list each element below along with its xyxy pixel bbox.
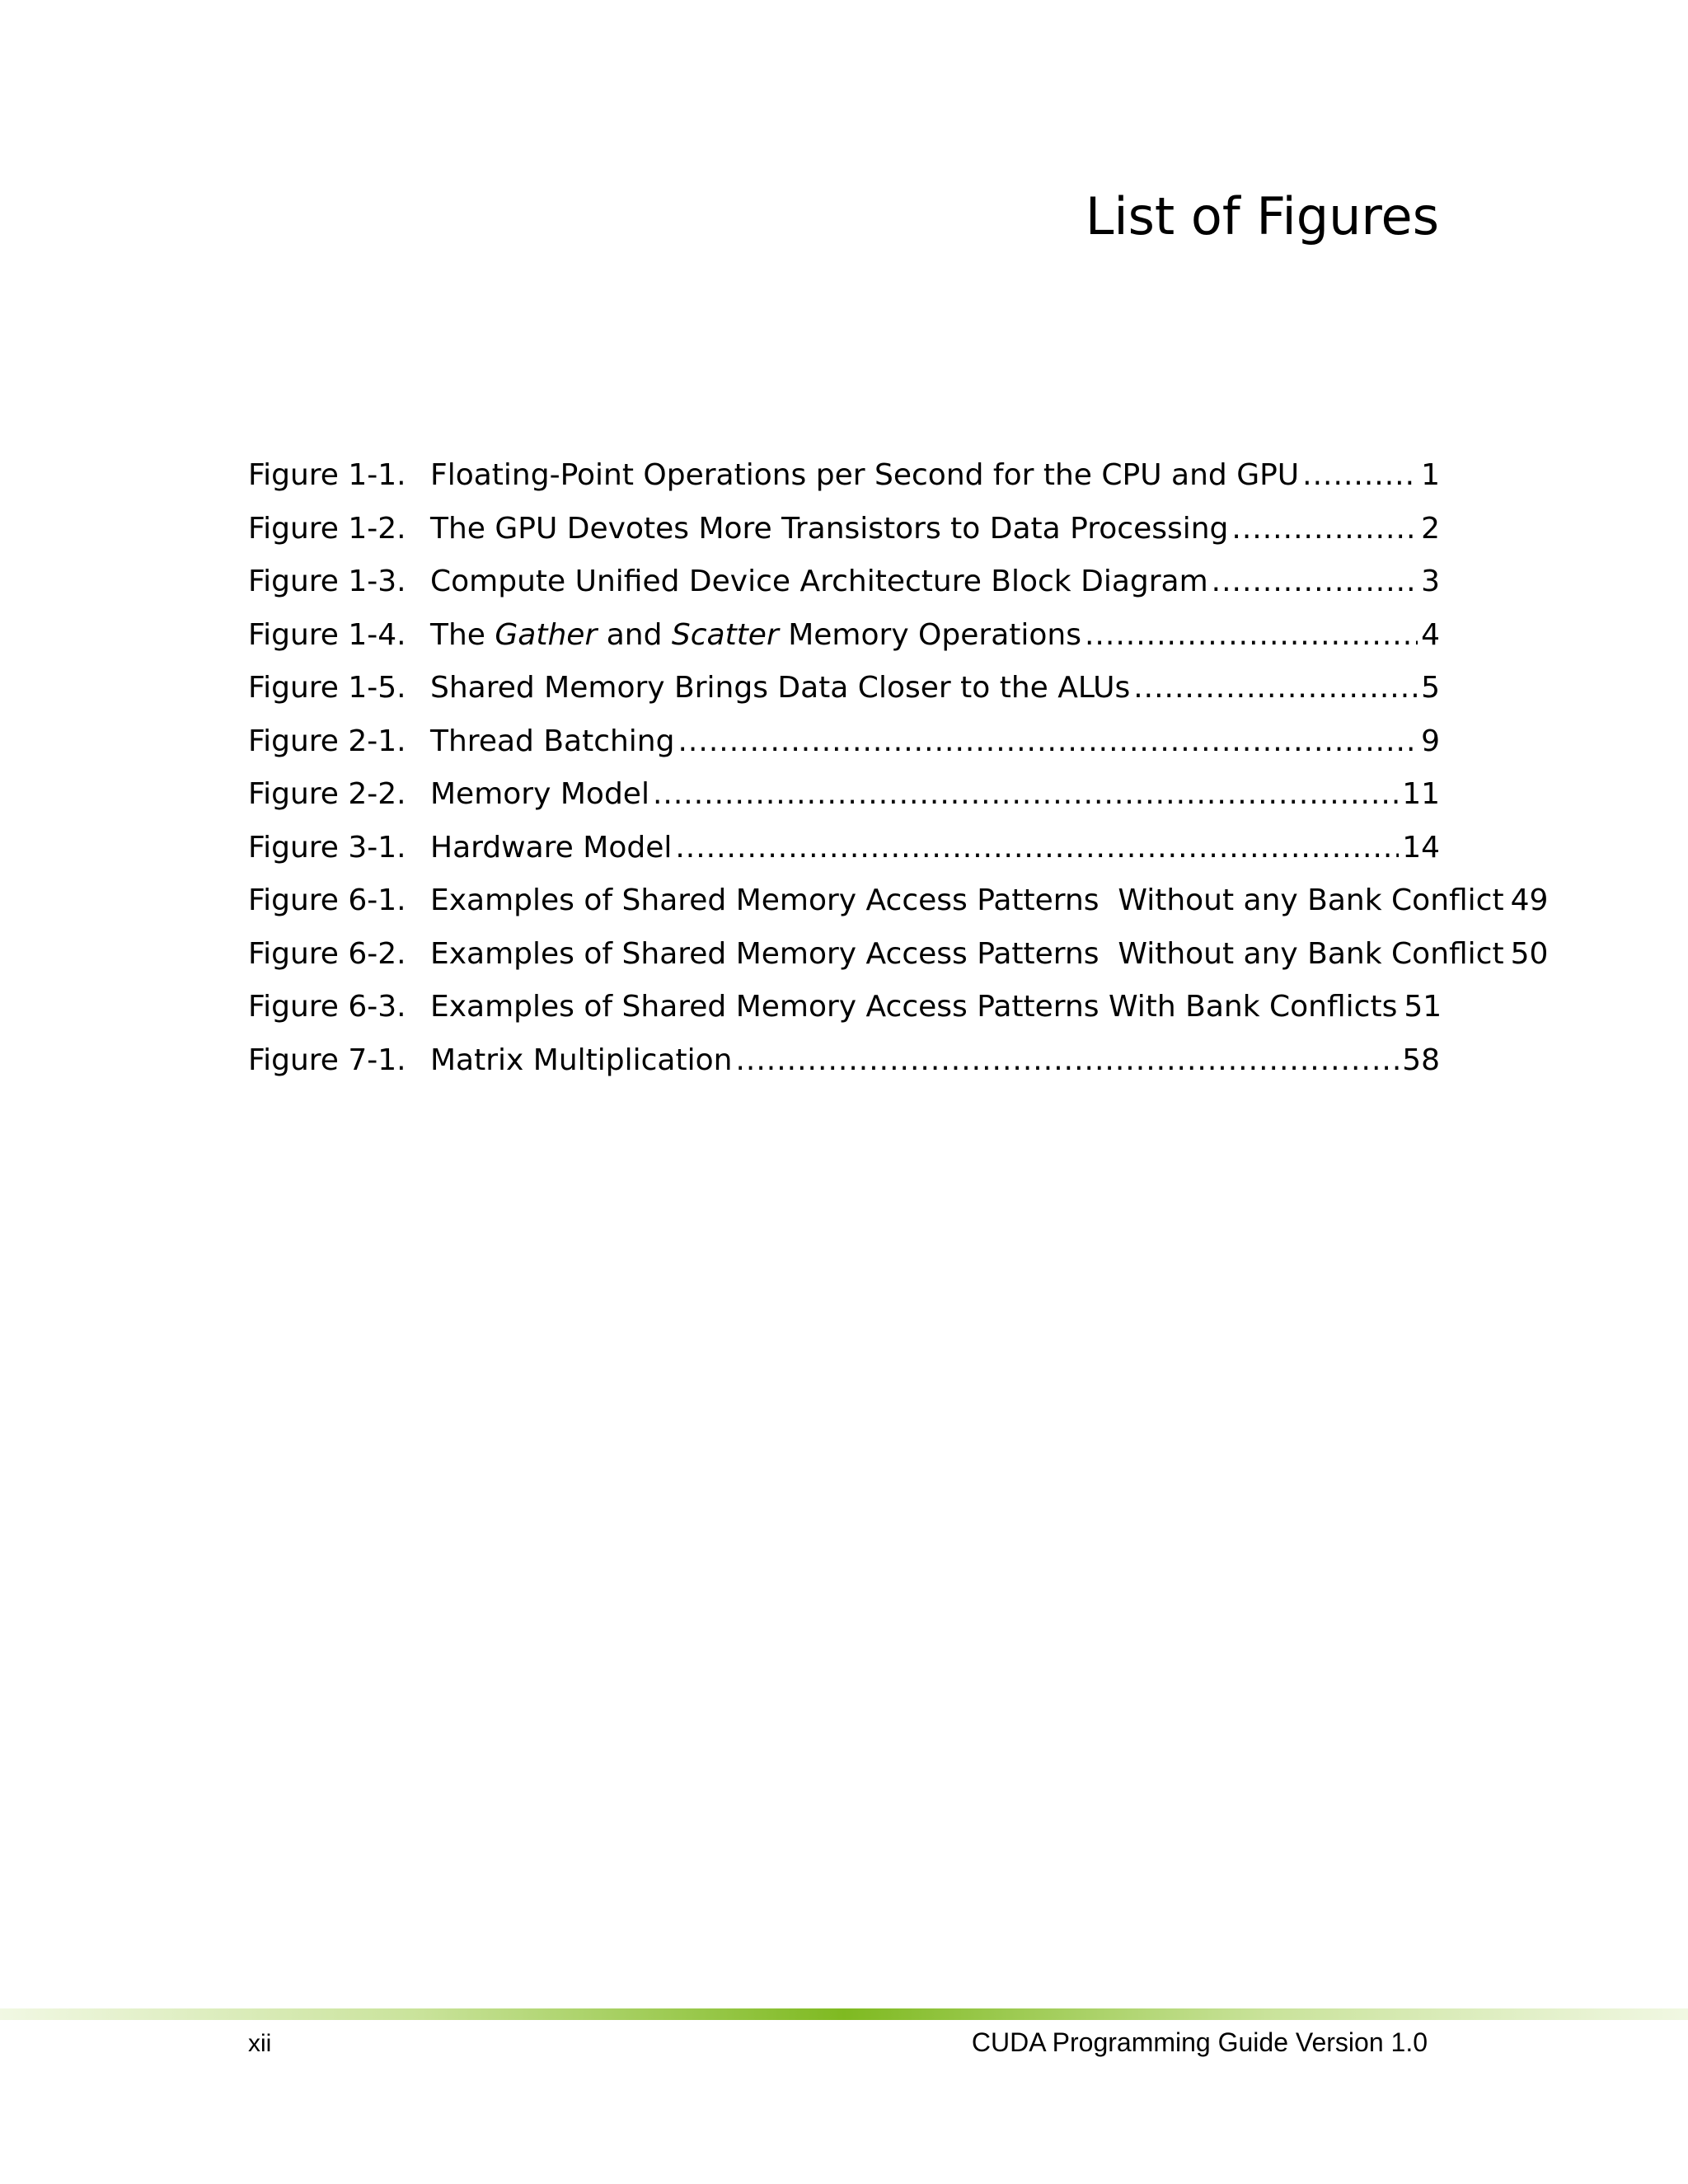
title-text: The bbox=[430, 617, 495, 652]
figure-number: Figure 1-1. bbox=[248, 458, 406, 492]
figure-entry-6-2[interactable] bbox=[248, 936, 1549, 990]
figure-list bbox=[248, 457, 1549, 1095]
figure-entry-1-4[interactable] bbox=[248, 617, 1440, 671]
figure-title: Compute Unified Device Architecture Block Diagram bbox=[430, 565, 1208, 598]
title-emphasis-scatter: Scatter bbox=[671, 617, 779, 652]
figure-page-number: 11 bbox=[1402, 777, 1440, 811]
figure-page-number: 1 bbox=[1421, 458, 1440, 492]
figure-number: Figure 6-2. bbox=[248, 936, 406, 971]
figure-number: Figure 2-1. bbox=[248, 724, 406, 758]
dot-leader bbox=[1133, 670, 1418, 705]
figure-title: The GPU Devotes More Transistors to Data Processing bbox=[430, 511, 1229, 546]
page-title: List of Figures bbox=[1085, 186, 1439, 246]
title-text: Memory Operations bbox=[778, 617, 1081, 652]
figure-number: Figure 1-2. bbox=[248, 511, 406, 546]
title-emphasis-gather: Gather bbox=[495, 617, 598, 652]
figure-title: Thread Batching bbox=[430, 724, 675, 758]
figure-page-number: 51 bbox=[1404, 990, 1442, 1024]
figure-title: Examples of Shared Memory Access Patterns Without any Bank Conflict bbox=[430, 936, 1504, 971]
figure-title bbox=[430, 617, 1081, 653]
figure-number: Figure 6-3. bbox=[248, 990, 406, 1024]
figure-page-number: 4 bbox=[1421, 617, 1440, 652]
figure-entry-2-1[interactable] bbox=[248, 724, 1440, 777]
footer-page-number: xii bbox=[248, 2030, 272, 2057]
figure-page-number: 3 bbox=[1421, 565, 1440, 598]
figure-title: Examples of Shared Memory Access Patterns Without any Bank Conflict bbox=[430, 883, 1504, 917]
figure-title: Examples of Shared Memory Access Patterns With Bank Conflicts bbox=[430, 990, 1398, 1024]
figure-page-number: 49 bbox=[1510, 883, 1549, 917]
figure-title: Hardware Model bbox=[430, 830, 673, 865]
figure-number: Figure 1-3. bbox=[248, 565, 406, 598]
dot-leader bbox=[1212, 564, 1418, 599]
dot-leader bbox=[1231, 511, 1418, 546]
figure-entry-3-1[interactable] bbox=[248, 830, 1440, 883]
figure-number: Figure 2-2. bbox=[248, 777, 406, 811]
figure-number: Figure 6-1. bbox=[248, 883, 406, 917]
figure-number: Figure 3-1. bbox=[248, 830, 406, 865]
figure-page-number: 50 bbox=[1510, 936, 1549, 971]
figure-page-number: 14 bbox=[1402, 830, 1440, 865]
figure-entry-1-5[interactable] bbox=[248, 670, 1440, 724]
figure-entry-6-3[interactable] bbox=[248, 989, 1440, 1043]
figure-number: Figure 1-4. bbox=[248, 617, 406, 652]
figure-page-number: 9 bbox=[1421, 724, 1440, 758]
figure-page-number: 2 bbox=[1421, 511, 1440, 546]
figure-title: Shared Memory Brings Data Closer to the ALUs bbox=[430, 671, 1131, 705]
dot-leader bbox=[678, 724, 1418, 759]
title-text: and bbox=[597, 617, 672, 652]
figure-entry-1-1[interactable] bbox=[248, 457, 1440, 511]
figure-title: Matrix Multiplication bbox=[430, 1043, 733, 1077]
dot-leader bbox=[1302, 457, 1418, 493]
figure-entry-7-1[interactable] bbox=[248, 1043, 1440, 1096]
footer-accent-bar bbox=[0, 2008, 1688, 2020]
footer-document-title: CUDA Programming Guide Version 1.0 bbox=[971, 2027, 1428, 2057]
dot-leader bbox=[675, 830, 1399, 865]
figure-number: Figure 1-5. bbox=[248, 671, 406, 705]
figure-entry-6-1[interactable] bbox=[248, 883, 1549, 936]
figure-title: Floating-Point Operations per Second for the CPU and GPU bbox=[430, 458, 1300, 492]
figure-page-number: 5 bbox=[1421, 671, 1440, 705]
dot-leader bbox=[735, 1043, 1399, 1078]
figure-page-number: 58 bbox=[1402, 1043, 1440, 1077]
figure-entry-2-2[interactable] bbox=[248, 776, 1440, 830]
figure-number: Figure 7-1. bbox=[248, 1043, 406, 1077]
figure-entry-1-2[interactable] bbox=[248, 511, 1440, 565]
dot-leader bbox=[1085, 617, 1418, 653]
figure-entry-1-3[interactable] bbox=[248, 564, 1440, 617]
figure-title: Memory Model bbox=[430, 777, 649, 811]
dot-leader bbox=[653, 776, 1399, 812]
